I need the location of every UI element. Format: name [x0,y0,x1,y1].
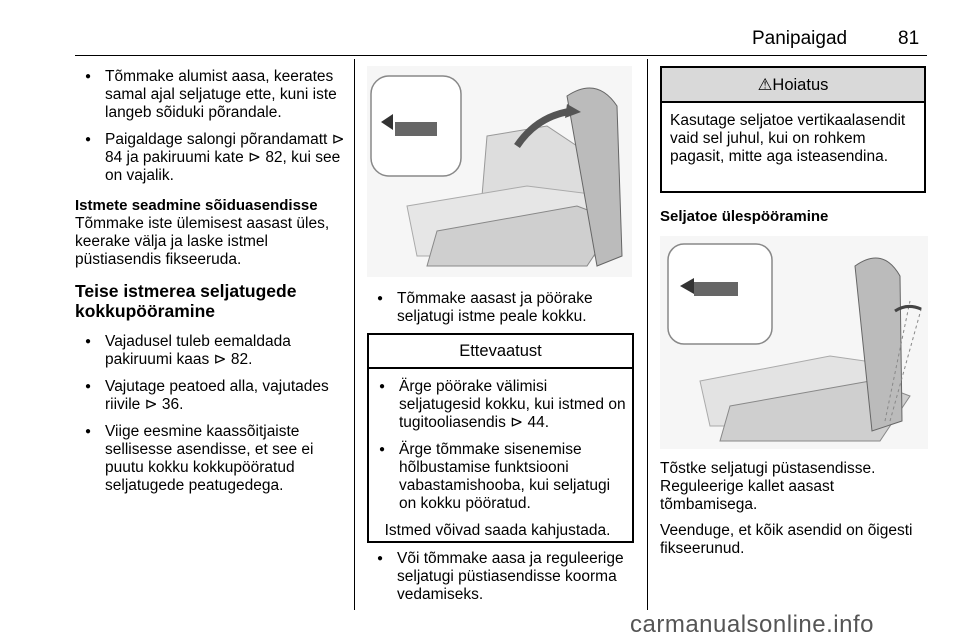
page-header-title: Panipaigad [752,28,848,49]
warning-title-bar [662,68,924,103]
list-item: ● Viige eesmine kaassõitjaiste sellisesse asendisse, et see ei puutu kokku kokkupööratud seljatugede peatugedega. [75,423,345,495]
warning-triangle-icon: ⚠ [757,76,773,94]
paragraph: Tõstke seljatugi püstasendisse. Reguleerige kallet aasast tõmbamisega. [660,460,876,513]
column-divider-right [647,59,648,610]
list-item: ● Ärge tõmmake sisenemise hõlbustamise funktsiooni vabastamishooba, kui seljatugi on kokku pööratud. [369,441,626,513]
column-2-bullet-2 [367,550,637,613]
warning-text: Kasutage seljatoe vertikaalasendit vaid sel juhul, kui on rohkem pagasit, mitte aga isteasendina. [670,112,906,165]
warning-title: Hoiatus [772,76,829,94]
list-item: ● Vajadusel tuleb eemaldada pakiruumi kaas ⊳ 82. [75,333,345,369]
caution-title: Ettevaatust [369,335,632,369]
column-2-bullet-1 [367,290,635,335]
subheading-raise-backrest: Seljatoe ülespööramine [660,208,829,225]
watermark: carmanualsonline.info [630,611,874,638]
column-3-body [660,460,928,566]
seat-fold-illustration [367,66,632,277]
column-divider-left [354,59,355,610]
caution-box [367,333,634,543]
warning-box [660,66,926,193]
caution-note: Istmed võivad saada kahjustada. [384,522,611,539]
page-number: 81 [898,28,920,49]
column-1 [75,68,345,504]
list-item: ● Ärge pöörake välimisi seljatugesid kokku, kui istmed on tugitooliasendis ⊳ 44. [369,378,626,432]
header-rule [75,55,927,56]
paragraph: Tõmmake iste ülemisest aasast üles, keerake välja ja laske istmel püstiasendis fikseeruda. [75,215,330,268]
caution-body [369,369,632,540]
list-item: ● Vajutage peatoed alla, vajutades riivile ⊳ 36. [75,378,345,414]
list-item: ● Tõmmake alumist aasa, keerates samal ajal seljatuge ette, kuni iste langeb sõiduki põrandale. [75,68,345,122]
subheading-drive-position: Istmete seadmine sõiduasendisse [75,197,318,214]
column-3-subheading [660,208,928,226]
seat-raise-illustration [660,236,928,449]
list-item: ● Paigaldage salongi põrandamatt ⊳ 84 ja pakiruumi kate ⊳ 82, kui see on vajalik. [75,131,345,185]
paragraph: Veenduge, et kõik asendid on õigesti fikseerunud. [660,522,913,557]
section-heading: Teise istmerea seljatugede kokkupööramine [75,281,297,321]
list-item: ● Või tõmmake aasa ja reguleerige seljatugi püstiasendisse koorma vedamiseks. [367,550,637,604]
list-item: ● Tõmmake aasast ja pöörake seljatugi istme peale kokku. [367,290,635,326]
